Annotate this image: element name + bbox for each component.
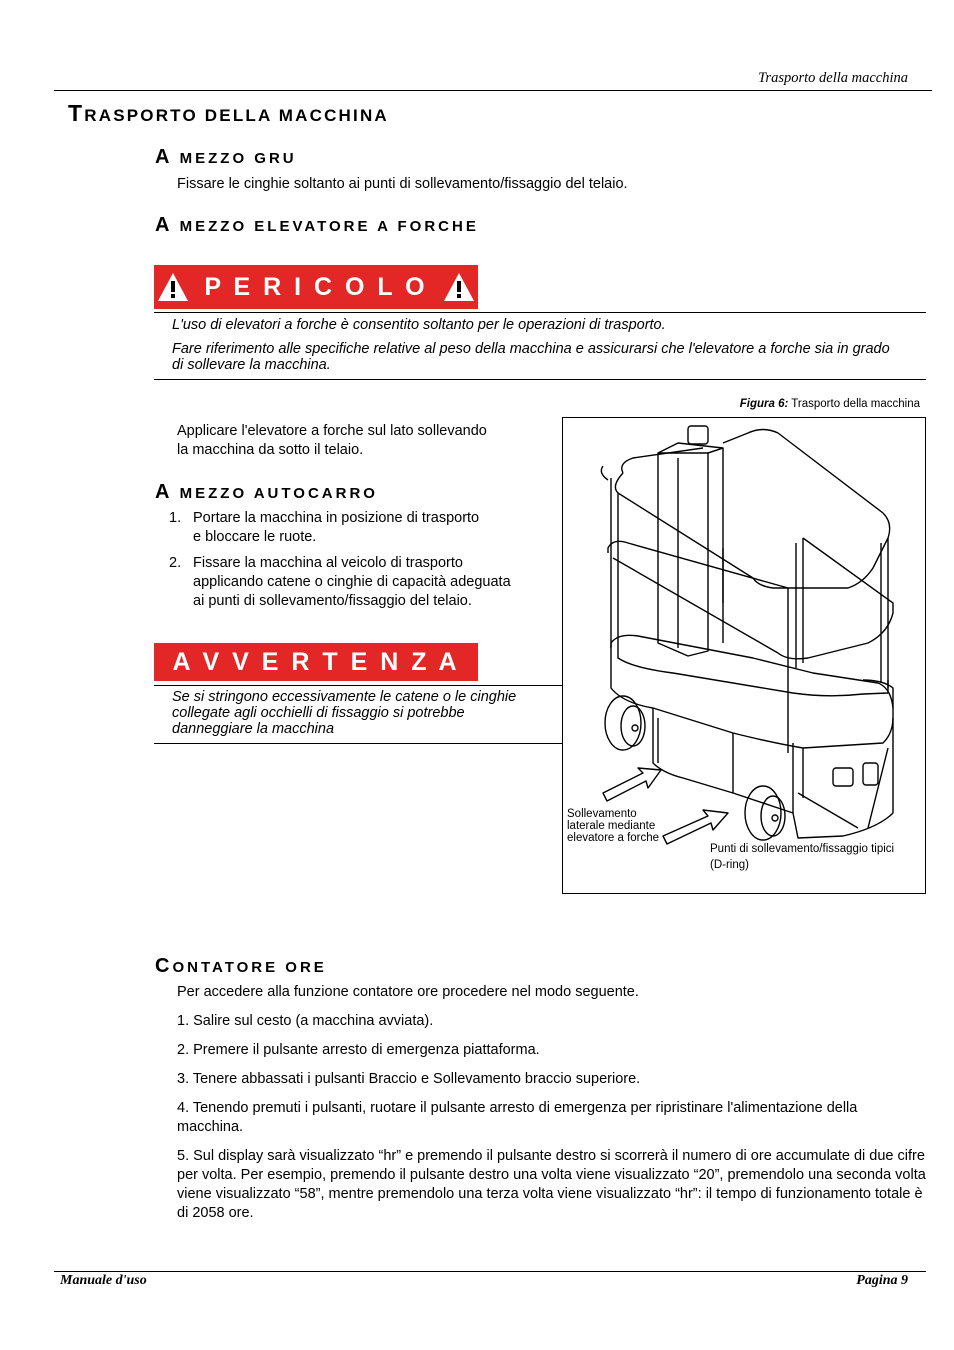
danger-label: P E R I C O L O — [204, 272, 428, 301]
hour-meter-step-1: 1. Salire sul cesto (a macchina avviata). — [177, 1013, 434, 1029]
label-forklift-lift: Sollevamento laterale mediante elevatore a forche — [567, 808, 660, 844]
section-title-hour-meter: CONTATORE ORE — [155, 955, 327, 977]
truck-steps — [169, 509, 511, 611]
subheading-truck: A MEZZO AUTOCARRO — [155, 481, 378, 503]
subheading-crane: A MEZZO GRU — [155, 146, 297, 168]
forklift-instruction: Applicare l'elevatore a forche sul lato sollevando la macchina da sotto il telaio. — [177, 423, 487, 458]
hour-meter-step-5: 5. Sul display sarà visualizzato “hr” e premendo il pulsante destro si scorrerà il numero di ore accumulate di due cifre per volta. Per esempio, premendo il pulsante destro una volta viene visualizzato “20”, premendolo una seconda volta viene visualizzato “58”, mentre premendolo una terza volta viene visualizzato “hr”: il tempo di funzionamento totale è di 2058 ore. — [177, 1148, 926, 1221]
danger-text-1: L'uso di elevatori a forche è consentito soltanto per le operazioni di trasporto. — [172, 317, 666, 333]
warning-triangle-icon — [442, 271, 476, 303]
list-item: 2. Fissare la macchina al veicolo di trasporto applicando catene o cinghie di capacità adeguata ai punti di sollevamento/fissaggio del telaio. — [169, 555, 511, 609]
danger-rule-bottom — [154, 379, 926, 380]
warning-text: Se si stringono eccessivamente le catene o le cinghie collegate agli occhielli di fissaggio si potrebbe danneggiare la macchina — [172, 689, 517, 737]
warning-label: A V V E R T E N Z A — [172, 647, 460, 676]
crane-text: Fissare le cinghie soltanto ai punti di sollevamento/fissaggio del telaio. — [177, 176, 628, 192]
hour-meter-steps — [177, 983, 927, 1223]
figure-box — [562, 417, 926, 894]
label-tie-down-points: Punti di sollevamento/fissaggio tipici (D-ring) — [710, 843, 895, 871]
hour-meter-step-4: 4. Tenendo premuti i pulsanti, ruotare il pulsante arresto di emergenza per ripristinare l'alimentazione della macchina. — [177, 1100, 858, 1135]
list-item: 1. Portare la macchina in posizione di trasporto e bloccare le ruote. — [169, 510, 480, 545]
hour-meter-intro: Per accedere alla funzione contatore ore procedere nel modo seguente. — [177, 984, 639, 1000]
footer-page-number: Pagina 9 — [856, 1273, 908, 1288]
footer-rule — [54, 1271, 926, 1272]
warning-rule-top — [154, 685, 562, 686]
figure-caption: Figura 6: Trasporto della macchina — [739, 398, 920, 410]
running-header: Trasporto della macchina — [758, 70, 908, 86]
header-rule — [54, 90, 932, 91]
warning-rule-bottom — [154, 743, 562, 744]
danger-text-2: Fare riferimento alle specifiche relative al peso della macchina e assicurarsi che l'elevatore a forche sia in grado di sollevare la macchina. — [172, 341, 890, 373]
hour-meter-step-2: 2. Premere il pulsante arresto di emergenza piattaforma. — [177, 1042, 540, 1058]
subheading-forklift: A MEZZO ELEVATORE A FORCHE — [155, 214, 479, 236]
danger-rule-top — [154, 312, 926, 313]
section-title-transport: TRASPORTO DELLA MACCHINA — [68, 100, 389, 126]
footer-left: Manuale d'uso — [60, 1273, 147, 1288]
warning-banner — [154, 643, 478, 681]
hour-meter-step-3: 3. Tenere abbassati i pulsanti Braccio e Sollevamento braccio superiore. — [177, 1071, 641, 1087]
warning-triangle-icon — [156, 271, 190, 303]
danger-banner — [154, 265, 478, 309]
